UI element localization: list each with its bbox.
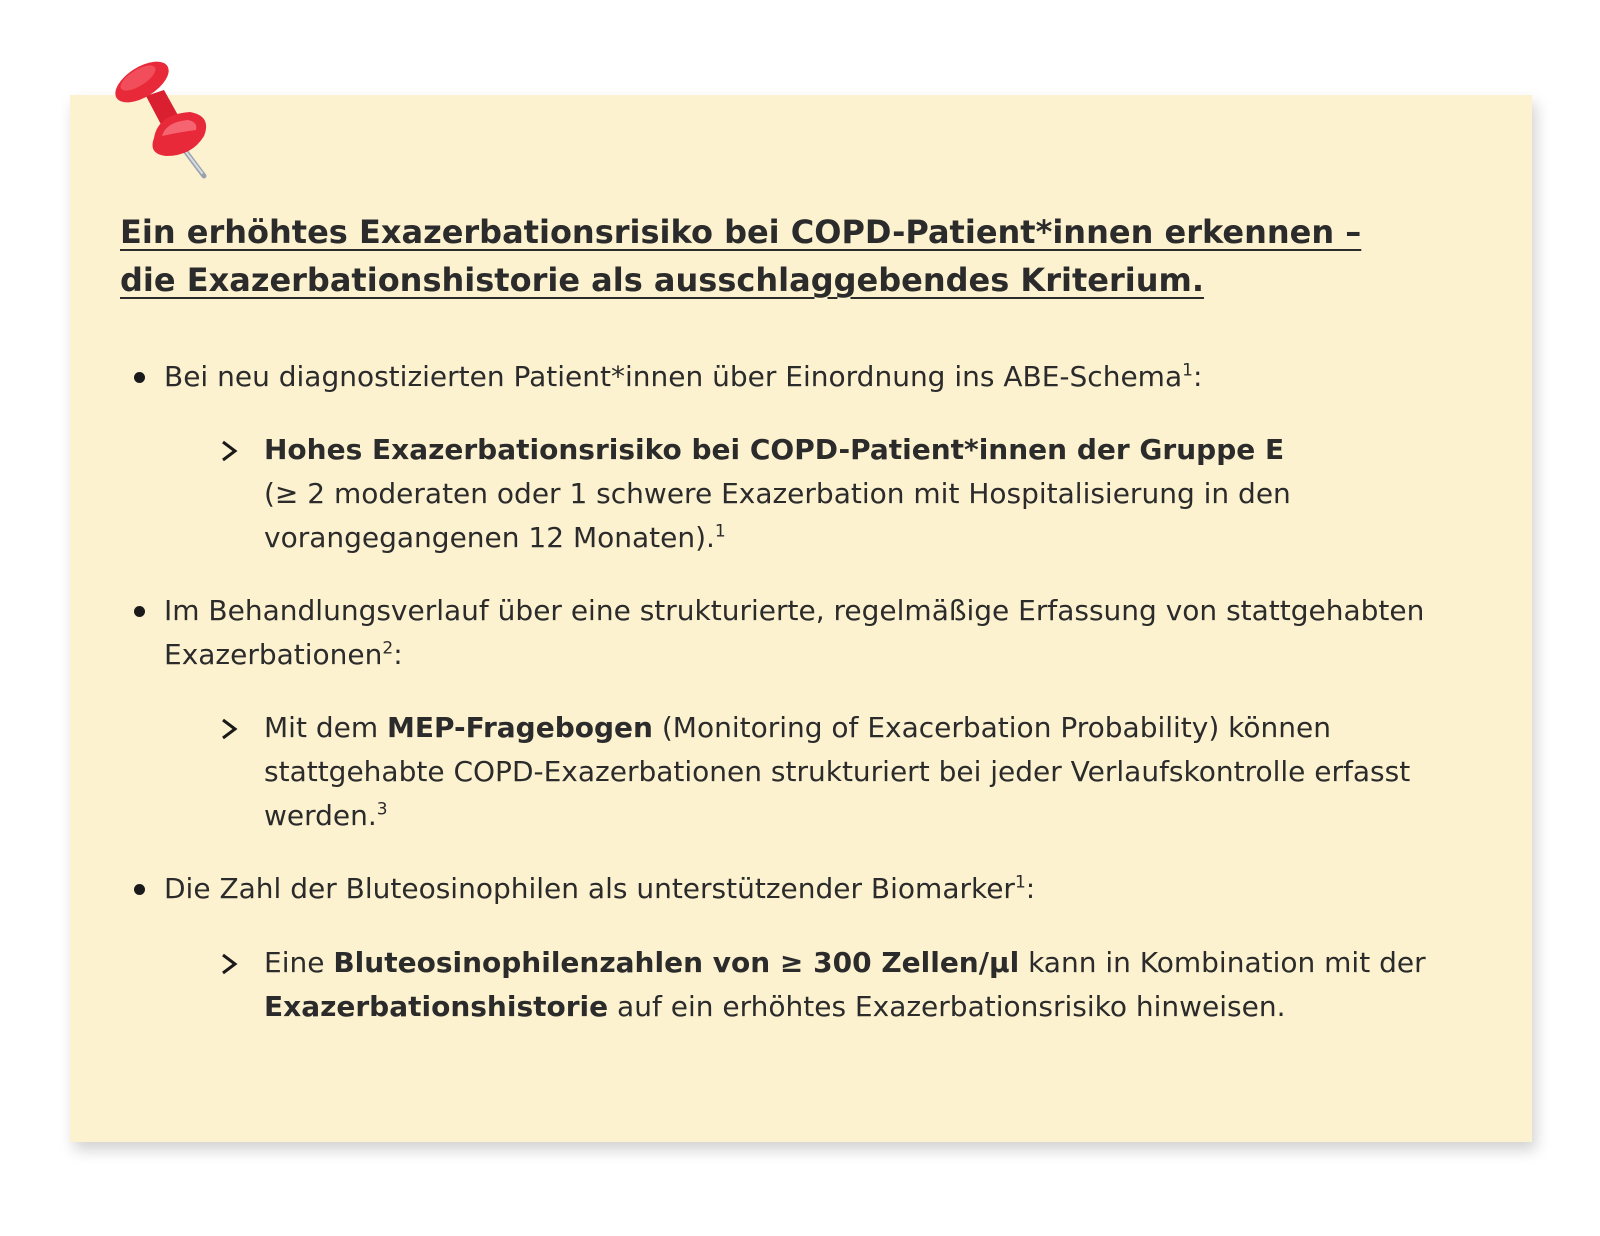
footnote-ref: 2	[382, 638, 394, 659]
list-item	[164, 355, 1464, 399]
sub-item-bold: Hohes Exazerbationsrisiko bei COPD-Patient*innen der Gruppe E	[264, 433, 1285, 466]
bullet-dot-icon	[134, 884, 145, 895]
sub-item-bold: MEP-Fragebogen	[387, 711, 653, 744]
chevron-right-icon	[218, 440, 240, 462]
title-line-1: Ein erhöhtes Exazerbationsrisiko bei COPD-Patient*innen erkennen –	[120, 213, 1362, 251]
sub-item-bold: Exazerbationshistorie	[264, 990, 609, 1023]
sub-item-text: (Monitoring of Exacerbation Probability) können stattgehabte COPD-Exazerbationen strukturiert bei jeder Verlaufskontrolle erfasst werden.	[264, 711, 1411, 832]
sub-item	[264, 428, 1469, 560]
footnote-ref: 1	[714, 521, 726, 542]
item-text: Bei neu diagnostizierten Patient*innen über Einordnung ins ABE-Schema	[164, 360, 1183, 393]
sub-item	[264, 941, 1469, 1029]
sub-item	[264, 706, 1469, 838]
item-suffix: :	[393, 638, 403, 671]
footnote-ref: 1	[1182, 360, 1193, 381]
list-item	[164, 589, 1464, 677]
chevron-right-icon	[218, 718, 240, 740]
sub-item-text: Mit dem	[264, 711, 387, 744]
bullet-dot-icon	[134, 606, 145, 617]
pushpin-icon	[108, 56, 218, 186]
title-line-2: die Exazerbationshistorie als ausschlaggebendes Kriterium.	[120, 261, 1204, 299]
footnote-ref: 1	[1014, 872, 1026, 893]
page-title	[120, 208, 1500, 304]
chevron-right-icon	[218, 953, 240, 975]
sub-item-text: (≥ 2 moderaten oder 1 schwere Exazerbation mit Hospitalisierung in den vorangegangenen 12 Monaten).	[264, 477, 1291, 554]
item-text: Im Behandlungsverlauf über eine strukturierte, regelmäßige Erfassung von stattgehabten Exazerbationen	[164, 594, 1425, 671]
sub-item-text: kann in Kombination mit der	[1019, 946, 1426, 979]
bullet-dot-icon	[134, 372, 145, 383]
sub-item-bold: Bluteosinophilenzahlen von ≥ 300 Zellen/µl	[333, 946, 1020, 979]
item-suffix: :	[1025, 872, 1036, 905]
sub-item-text: auf ein erhöhtes Exazerbationsrisiko hinweisen.	[608, 990, 1286, 1023]
item-suffix: :	[1192, 360, 1203, 393]
sub-item-text: Eine	[264, 946, 334, 979]
footnote-ref: 3	[376, 799, 388, 820]
list-item	[164, 867, 1464, 911]
item-text: Die Zahl der Bluteosinophilen als unterstützender Biomarker	[164, 872, 1015, 905]
